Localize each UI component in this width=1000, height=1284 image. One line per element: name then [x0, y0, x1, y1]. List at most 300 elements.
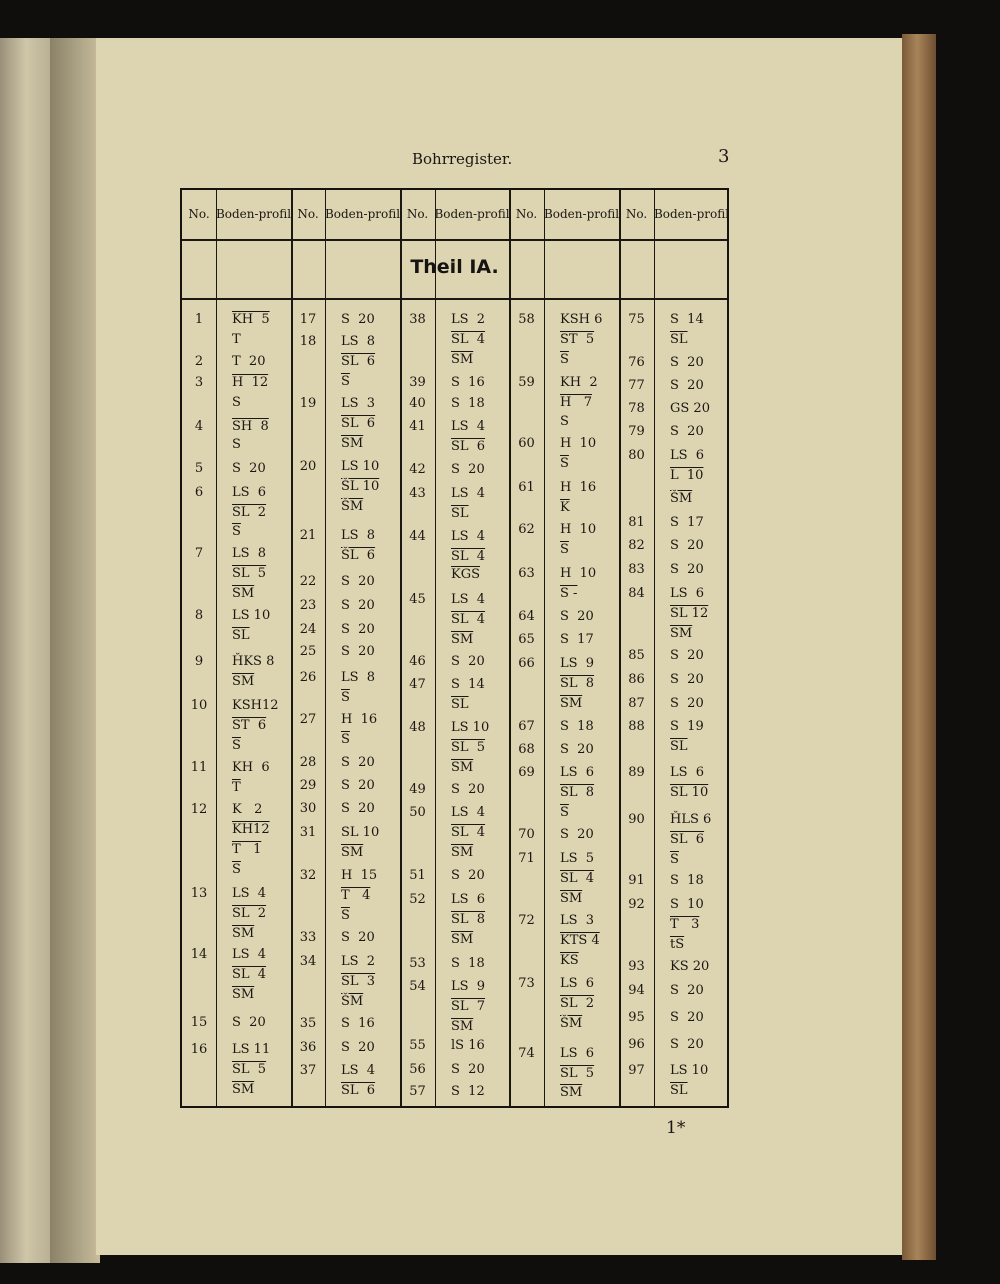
profile-value: [670, 1082, 688, 1100]
profile-value-overlined: SL 4: [451, 332, 486, 347]
profile-value-overlined: $\overline{SM}$: [670, 626, 693, 641]
entry-number: 66: [518, 656, 535, 671]
entry-number: 72: [518, 913, 535, 928]
profile-value: [560, 995, 594, 1013]
signature-mark: 1*: [666, 1118, 686, 1138]
entry-number: 7: [194, 546, 204, 561]
profile-value-overlined: $\overline{SL}$: [670, 1083, 688, 1098]
profile-value: LS 4: [451, 592, 486, 607]
profile-value-overlined: $\overline{SM}$: [451, 352, 474, 367]
profile-value: LS 6: [560, 1046, 595, 1061]
profile-value: [451, 566, 480, 584]
profile-value-overlined: $\overline{S}$: [560, 542, 569, 557]
entry-number: 71: [518, 851, 535, 866]
entry-number: 23: [299, 598, 317, 613]
entry-number: 36: [299, 1040, 317, 1055]
profile-value: S 20: [451, 654, 485, 669]
profile-value: [341, 844, 363, 862]
profile-value: LS 4: [341, 1063, 376, 1078]
profile-value-overlined: KH12: [232, 822, 270, 837]
profile-value-overlined: $\overline{SM}$: [451, 760, 474, 775]
profile-value-overlined: SL 8: [451, 912, 486, 927]
profile-value: S: [232, 437, 241, 452]
entry-number: 60: [518, 436, 535, 451]
entry-number: 93: [628, 959, 645, 974]
profile-value-overlined: $\overline{S}$: [232, 524, 241, 539]
profile-value-overlined: T 1: [232, 842, 262, 857]
profile-value-overlined: $\overline{ŠM}$: [341, 499, 364, 514]
entry-number: 13: [190, 886, 208, 901]
header-bodenprofil-line1: Boden-: [434, 207, 478, 221]
profile-value: H 10: [560, 566, 597, 581]
profile-value: [451, 824, 485, 842]
profile-value-overlined: $\overline{SM}$: [560, 891, 583, 906]
header-bodenprofil: [325, 190, 400, 239]
profile-value-overlined: $\overline{SL}$: [670, 332, 688, 347]
header-rule: [182, 239, 727, 241]
profile-value: [232, 717, 266, 735]
profile-value: [670, 936, 684, 954]
profile-value: [560, 695, 582, 713]
profile-value: S 20: [670, 672, 704, 687]
profile-value: ȞLS 6: [670, 812, 712, 827]
profile-value-overlined: SL 2: [560, 996, 595, 1011]
profile-value: S 20: [670, 648, 704, 663]
profile-value: LS 6: [560, 976, 595, 991]
entry-number: 17: [299, 312, 317, 327]
profile-value: [232, 627, 250, 645]
profile-value-overlined: S -: [560, 586, 578, 601]
profile-value-overlined: SL 4: [451, 612, 486, 627]
entry-number: 95: [628, 1010, 645, 1025]
profile-value-overlined: L 10: [670, 468, 704, 483]
entry-number: 87: [628, 696, 645, 711]
profile-value: LS 9: [560, 656, 595, 671]
profile-value: LS 10: [670, 1063, 709, 1078]
profile-value-overlined: $\overline{K}$: [560, 500, 570, 515]
profile-value: [670, 467, 703, 485]
profile-value: T 20: [232, 354, 266, 369]
profile-value: [232, 374, 268, 392]
profile-value: T: [232, 332, 241, 347]
entry-number: 55: [409, 1038, 426, 1053]
header-bodenprofil-line2: profil: [258, 207, 292, 221]
profile-value-overlined: SL 3: [341, 974, 376, 989]
profile-value: S 20: [341, 930, 375, 945]
profile-value-overlined: T 3: [670, 917, 700, 932]
profile-value: S 20: [670, 562, 704, 577]
profile-value-overlined: SL 7: [451, 999, 486, 1014]
profile-value-overlined: SL 4: [560, 871, 595, 886]
profile-value-overlined: $\overline{SL}$: [232, 628, 250, 643]
profile-value: [560, 804, 569, 822]
profile-value: [232, 779, 241, 797]
profile-value: [341, 993, 363, 1011]
entry-number: 34: [299, 954, 317, 969]
entry-number: 79: [628, 424, 645, 439]
no-profil-divider: [325, 190, 326, 1106]
profile-value-overlined: SL 2: [232, 505, 267, 520]
profile-value-overlined: $\overline{SM}$: [451, 632, 474, 647]
profile-value-overlined: $\overline{S}$: [341, 732, 350, 747]
profile-value: [670, 490, 692, 508]
entry-number: 57: [409, 1084, 426, 1099]
profile-value: LS 10: [232, 608, 271, 623]
profile-value: [451, 759, 473, 777]
entry-number: 70: [518, 827, 535, 842]
profile-value-overlined: SL 4: [232, 967, 267, 982]
profile-value: S 20: [670, 696, 704, 711]
profile-value: K 2: [232, 802, 263, 817]
entry-number: 44: [409, 529, 426, 544]
entry-number: 59: [518, 375, 535, 390]
entry-number: 43: [409, 486, 426, 501]
profile-value-overlined: $\overline{SM}$: [341, 436, 364, 451]
profile-value: [341, 547, 375, 565]
profile-value: [670, 625, 692, 643]
profile-value: [341, 973, 375, 991]
profile-value-overlined: SL 2: [232, 906, 267, 921]
profile-value: S 20: [560, 609, 594, 624]
profile-value: [232, 418, 269, 436]
profile-value-overlined: SL 4: [451, 825, 486, 840]
profile-value-overlined: $\overline{ŠM}$: [670, 491, 693, 506]
header-bodenprofil-line2: profil: [586, 207, 620, 221]
profile-value: [451, 438, 485, 456]
profile-value-overlined: SL 5: [232, 1062, 267, 1077]
profile-value: H 15: [341, 868, 378, 883]
profile-value: [560, 952, 579, 970]
profile-value: LS 6: [670, 586, 705, 601]
profile-value-overlined: $\overline{KS}$: [560, 953, 579, 968]
profile-value: S 17: [560, 632, 594, 647]
profile-value: LS 4: [451, 419, 486, 434]
profile-value: [560, 932, 600, 950]
profile-value: [451, 739, 485, 757]
profile-value: S 20: [451, 1062, 485, 1077]
profile-value-overlined: $\overline{SM}$: [451, 1019, 474, 1034]
profile-value: [560, 1015, 582, 1033]
no-profil-divider: [216, 190, 217, 1106]
entry-number: 39: [409, 375, 426, 390]
profile-value: LS 9: [451, 979, 486, 994]
profile-value: [560, 455, 569, 473]
profile-value: LS 3: [341, 396, 376, 411]
profile-value: S 20: [670, 1010, 704, 1025]
profile-value: [232, 986, 254, 1004]
entry-number: 15: [190, 1015, 208, 1030]
profile-value-overlined: $\overline{SM}$: [232, 586, 255, 601]
entry-number: 78: [628, 401, 645, 416]
entry-number: 5: [194, 461, 204, 476]
entry-number: 88: [628, 719, 645, 734]
profile-value: H 10: [560, 522, 597, 537]
entry-number: 30: [299, 801, 317, 816]
profile-value-overlined: $\overline{S}$: [341, 908, 350, 923]
profile-value-overlined: $\overline{S}$: [670, 852, 679, 867]
profile-value: [341, 415, 375, 433]
profile-value: S 20: [341, 801, 375, 816]
profile-value: [232, 737, 241, 755]
profile-value: LS 2: [341, 954, 376, 969]
profile-value: [560, 331, 594, 349]
profile-value: [670, 605, 708, 623]
profile-value: [341, 731, 350, 749]
profile-value: S 18: [451, 396, 485, 411]
profile-value-overlined: SL 5: [232, 566, 267, 581]
profile-value: S 19: [670, 719, 704, 734]
profile-value-overlined: $\overline{ŠM}$: [341, 994, 364, 1009]
profile-value: [560, 675, 594, 693]
profile-value: [560, 890, 582, 908]
profile-value: KSH 6: [560, 312, 603, 327]
profile-value: [232, 565, 266, 583]
entry-number: 86: [628, 672, 645, 687]
profile-value: [451, 998, 485, 1016]
left-page-edge: [0, 38, 52, 1263]
entry-number: 56: [409, 1062, 426, 1077]
profile-value-overlined: $\overline{S}$: [560, 352, 569, 367]
header-no: No.: [188, 207, 210, 221]
profile-value: S 14: [670, 312, 704, 327]
profile-value: LS 11: [232, 1042, 271, 1057]
profile-value: [341, 1082, 375, 1100]
profile-value: LS 3: [560, 913, 595, 928]
profile-value: [232, 925, 254, 943]
profile-value: [451, 911, 485, 929]
profile-value-overlined: $\overline{S}$: [341, 690, 350, 705]
profile-value: S 20: [341, 312, 375, 327]
profile-value-overlined: $\overline{S}$: [341, 374, 350, 389]
entry-number: 65: [518, 632, 535, 647]
profile-value-overlined: ST 6: [232, 718, 267, 733]
entry-number: 61: [518, 480, 535, 495]
profile-value: [341, 373, 350, 391]
entry-number: 54: [409, 979, 426, 994]
profile-value-overlined: H 12: [232, 375, 269, 390]
profile-value: S 14: [451, 677, 485, 692]
profile-value-overlined: $\overline{SL}$: [451, 506, 469, 521]
entry-number: 3: [194, 375, 204, 390]
profile-value-overlined: $\overline{S}$: [560, 456, 569, 471]
profile-value-overlined: SL 6: [341, 354, 376, 369]
profile-value-overlined: KTS 4: [560, 933, 600, 948]
profile-value: S 20: [670, 538, 704, 553]
profile-value-overlined: $\overline{SM}$: [560, 1085, 583, 1100]
entry-number: 20: [299, 459, 317, 474]
entry-number: 33: [299, 930, 317, 945]
profile-value: LS 6: [560, 765, 595, 780]
entry-number: 4: [194, 419, 204, 434]
profile-value-overlined: SL 4: [451, 549, 486, 564]
header-bodenprofil: [435, 190, 509, 239]
profile-value: LS 4: [232, 886, 267, 901]
entry-number: 14: [190, 947, 208, 962]
entry-number: 32: [299, 868, 317, 883]
profile-value: [341, 353, 375, 371]
profile-value: [560, 870, 594, 888]
entry-number: 58: [518, 312, 535, 327]
entry-number: 29: [299, 778, 317, 793]
entry-number: 48: [409, 720, 426, 735]
profile-value: KH 6: [232, 760, 270, 775]
profile-value-overlined: $\overline{SM}$: [451, 845, 474, 860]
header-bodenprofil-line2: profil: [477, 207, 510, 221]
profile-value: H 16: [560, 480, 597, 495]
profile-value: S 18: [451, 956, 485, 971]
header-no: No.: [297, 207, 319, 221]
profile-value: GS 20: [670, 401, 710, 416]
header-bodenprofil: [544, 190, 619, 239]
entry-number: 52: [409, 892, 426, 907]
entry-number: 92: [628, 897, 645, 912]
entry-number: 77: [628, 378, 645, 393]
entry-number: 24: [299, 622, 317, 637]
entry-number: 10: [190, 698, 208, 713]
profile-value-overlined: KH 5: [232, 312, 270, 327]
profile-value: [560, 394, 592, 412]
entry-number: 69: [518, 765, 535, 780]
entry-number: 49: [409, 782, 426, 797]
profile-value: LS 8: [341, 528, 376, 543]
profile-value-overlined: $\overline{SM}$: [341, 845, 364, 860]
profile-value: [341, 907, 350, 925]
entry-number: 37: [299, 1063, 317, 1078]
entry-number: 8: [194, 608, 204, 623]
profile-value-overlined: SL 6: [670, 832, 705, 847]
bohrregister-table: [180, 188, 729, 1108]
profile-value: [451, 331, 485, 349]
entry-number: 31: [299, 825, 317, 840]
profile-value: LS 10: [341, 459, 380, 474]
entry-number: 75: [628, 312, 645, 327]
profile-value: LS 8: [341, 670, 376, 685]
entry-number: 85: [628, 648, 645, 663]
profile-value: [670, 784, 708, 802]
entry-number: 9: [194, 654, 204, 669]
entry-number: 40: [409, 396, 426, 411]
entry-number: 97: [628, 1063, 645, 1078]
profile-value-overlined: $\overline{SM}$: [560, 696, 583, 711]
profile-value: [232, 1081, 254, 1099]
profile-value-overlined: $\overline{SM}$: [451, 932, 474, 947]
profile-value: [232, 1061, 266, 1079]
profile-value: ȞKS 8: [232, 654, 275, 669]
entry-number: 11: [190, 760, 208, 775]
header-bodenprofil-line1: Boden-: [215, 207, 259, 221]
entry-number: 74: [518, 1046, 535, 1061]
profile-value: [560, 499, 570, 517]
profile-value: [341, 498, 363, 516]
profile-value: [670, 916, 699, 934]
profile-value: S 20: [341, 755, 375, 770]
profile-value: [560, 1065, 594, 1083]
book-gutter: [50, 38, 100, 1263]
profile-value: S 20: [341, 622, 375, 637]
profile-value: [670, 851, 679, 869]
profile-value-overlined: $\overline{SL}$: [670, 739, 688, 754]
profile-value: lS 16: [451, 1038, 485, 1053]
header-bodenprofil: [216, 190, 291, 239]
profile-value: LS 5: [560, 851, 595, 866]
profile-value: [232, 585, 254, 603]
profile-value: [232, 523, 241, 541]
entry-number: 21: [299, 528, 317, 543]
profile-value-overlined: SL 5: [451, 740, 486, 755]
profile-value: LS 4: [451, 486, 486, 501]
profile-value: S 20: [451, 868, 485, 883]
profile-value: LS 6: [232, 485, 267, 500]
entry-number: 94: [628, 983, 645, 998]
profile-value: S 20: [341, 598, 375, 613]
profile-value: [670, 831, 704, 849]
no-profil-divider: [544, 190, 545, 1106]
entry-number: 45: [409, 592, 426, 607]
entry-number: 53: [409, 956, 426, 971]
header-bodenprofil-line1: Boden-: [543, 207, 587, 221]
entry-number: 90: [628, 812, 645, 827]
profile-value: [451, 931, 473, 949]
entry-number: 41: [409, 419, 426, 434]
profile-value: S 20: [341, 644, 375, 659]
entry-number: 19: [299, 396, 317, 411]
profile-value: KSH12: [232, 698, 279, 713]
profile-value-overlined: $\overline{SL}$: [451, 697, 469, 712]
profile-value-overlined: $\overline{S}$: [560, 805, 569, 820]
running-head: Bohrregister.: [412, 150, 513, 168]
profile-value: SL 10: [341, 825, 380, 840]
profile-value: H 10: [560, 436, 597, 451]
entry-number: 22: [299, 574, 317, 589]
entry-number: 35: [299, 1016, 317, 1031]
profile-value: [451, 844, 473, 862]
profile-value: LS 6: [451, 892, 486, 907]
profile-value: [451, 696, 469, 714]
profile-value: S 20: [670, 1037, 704, 1052]
profile-value-overlined: SL 8: [560, 676, 595, 691]
profile-value: S 18: [670, 873, 704, 888]
header-bodenprofil-line2: profil: [367, 207, 401, 221]
header-no: No.: [515, 207, 538, 221]
profile-value: S 20: [670, 355, 704, 370]
profile-value: S 20: [670, 378, 704, 393]
profile-value: LS 10: [451, 720, 490, 735]
profile-value: S 20: [560, 827, 594, 842]
profile-value: LS 8: [232, 546, 267, 561]
profile-value: S 16: [341, 1016, 375, 1031]
profile-value: S 20: [451, 462, 485, 477]
profile-value: LS 4: [232, 947, 267, 962]
profile-value-overlined: $\overline{S}$: [232, 738, 241, 753]
profile-value: H 16: [341, 712, 378, 727]
profile-value: [341, 887, 370, 905]
profile-value: KH 2: [560, 375, 598, 390]
profile-value-overlined: ST 5: [560, 332, 595, 347]
profile-value: S 20: [670, 424, 704, 439]
profile-value: [232, 905, 266, 923]
entry-number: 28: [299, 755, 317, 770]
entry-number: 38: [409, 312, 426, 327]
profile-value: LS 2: [451, 312, 486, 327]
profile-value: [560, 585, 577, 603]
entry-number: 82: [628, 538, 645, 553]
entry-number: 1: [194, 312, 204, 327]
entry-number: 51: [409, 868, 426, 883]
profile-value: S: [232, 395, 241, 410]
profile-value: [670, 738, 688, 756]
entry-number: 73: [518, 976, 535, 991]
page-number: 3: [718, 146, 730, 167]
